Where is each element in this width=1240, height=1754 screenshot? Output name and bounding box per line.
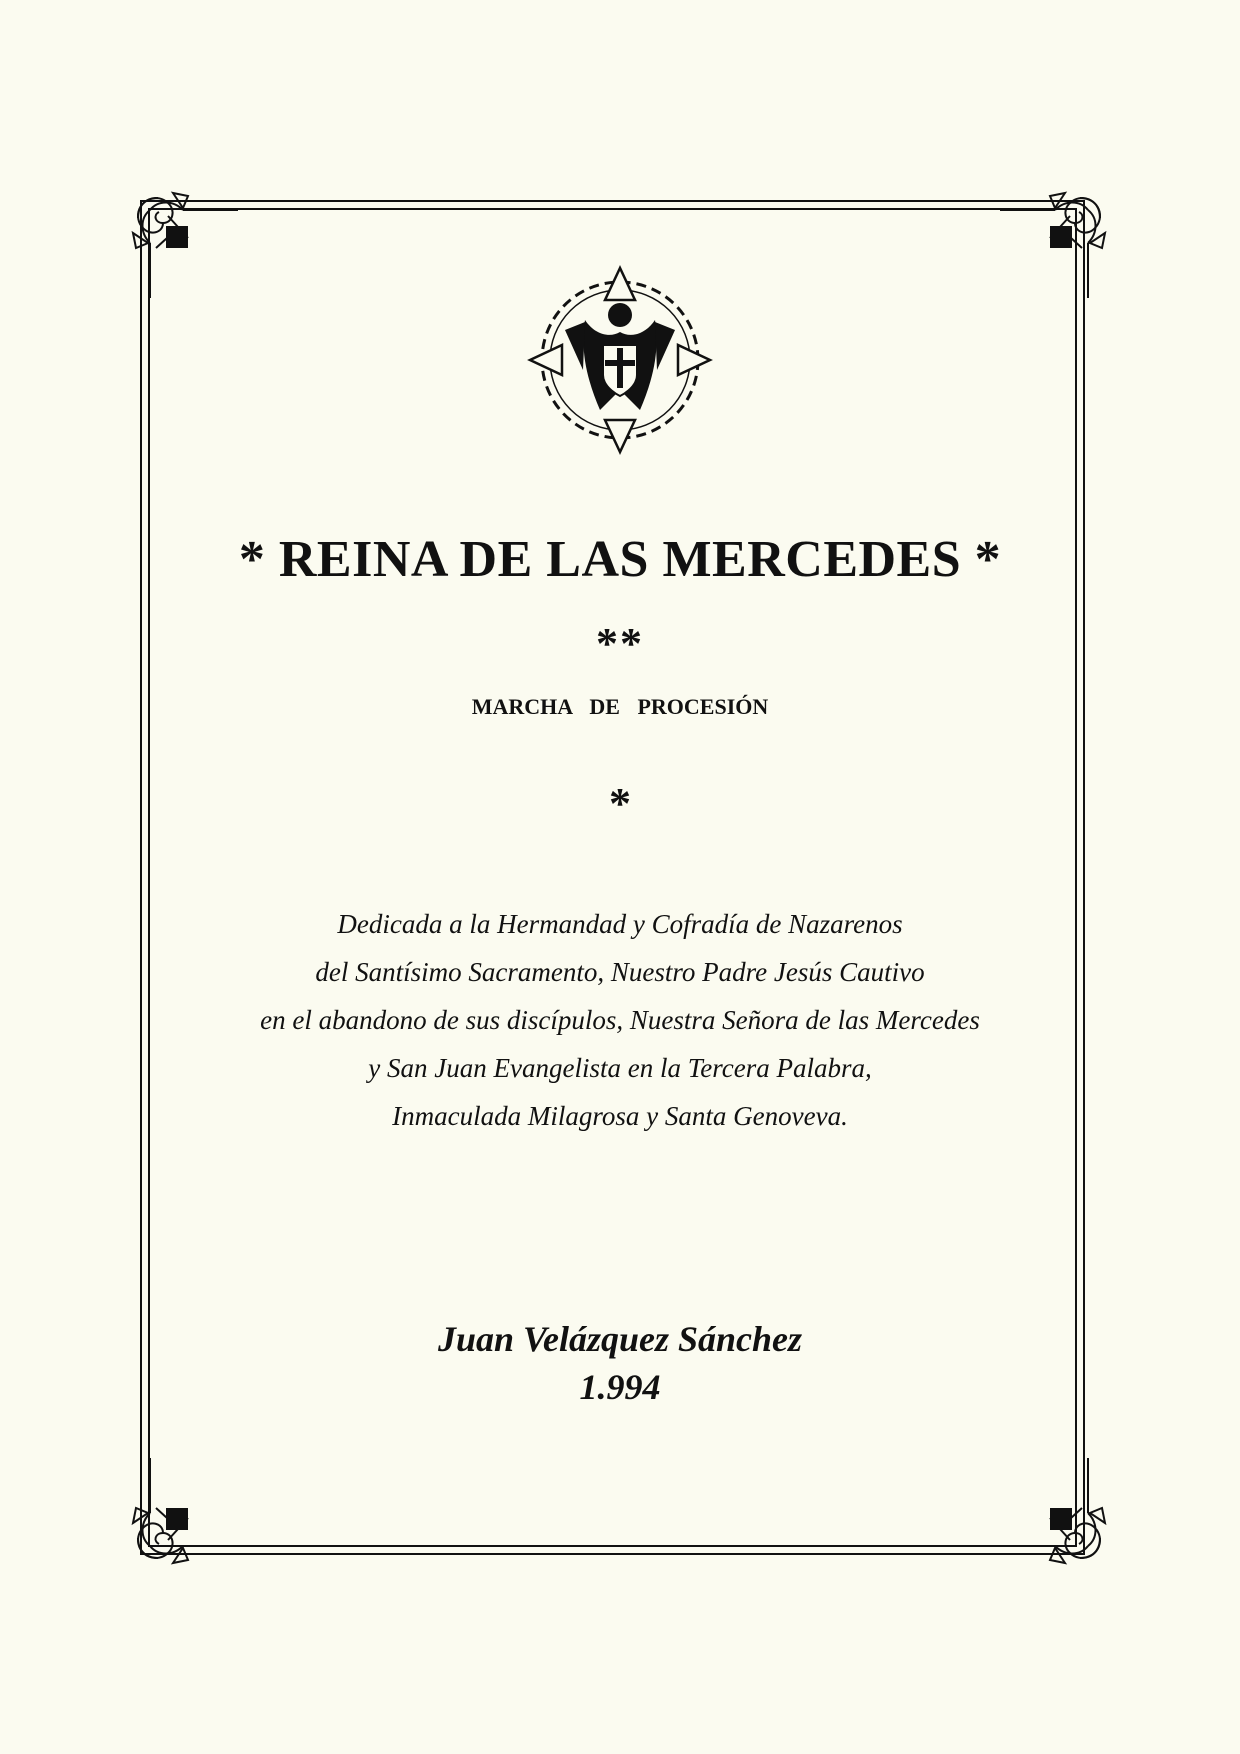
- corner-ornament-top-left-icon: [128, 188, 238, 298]
- dedication-line: y San Juan Evangelista en la Tercera Palabra,: [368, 1053, 872, 1083]
- dedication-line: del Santísimo Sacramento, Nuestro Padre Jesús Cautivo: [315, 957, 925, 987]
- subtitle: MARCHA DE PROCESIÓN: [471, 694, 769, 719]
- dedication-line: en el abandono de sus discípulos, Nuestra Señora de las Mercedes: [260, 1005, 980, 1035]
- dedication-block: [160, 900, 1080, 1140]
- page-title: * REINA DE LAS MERCEDES *: [238, 531, 1002, 588]
- dedication-line: Dedicada a la Hermandad y Cofradía de Nazarenos: [337, 909, 903, 939]
- corner-ornament-bottom-right-icon: [1000, 1458, 1110, 1568]
- single-star-divider: *: [609, 779, 631, 828]
- author-block: [140, 1315, 1100, 1411]
- composition-year: 1.994: [579, 1367, 661, 1407]
- order-of-mercy-emblem-icon: [525, 260, 715, 460]
- double-star-divider: **: [596, 619, 644, 668]
- author-name: Juan Velázquez Sánchez: [437, 1319, 803, 1359]
- corner-ornament-bottom-left-icon: [128, 1458, 238, 1568]
- dedication-line: Inmaculada Milagrosa y Santa Genoveva.: [392, 1101, 848, 1131]
- corner-ornament-top-right-icon: [1000, 188, 1110, 298]
